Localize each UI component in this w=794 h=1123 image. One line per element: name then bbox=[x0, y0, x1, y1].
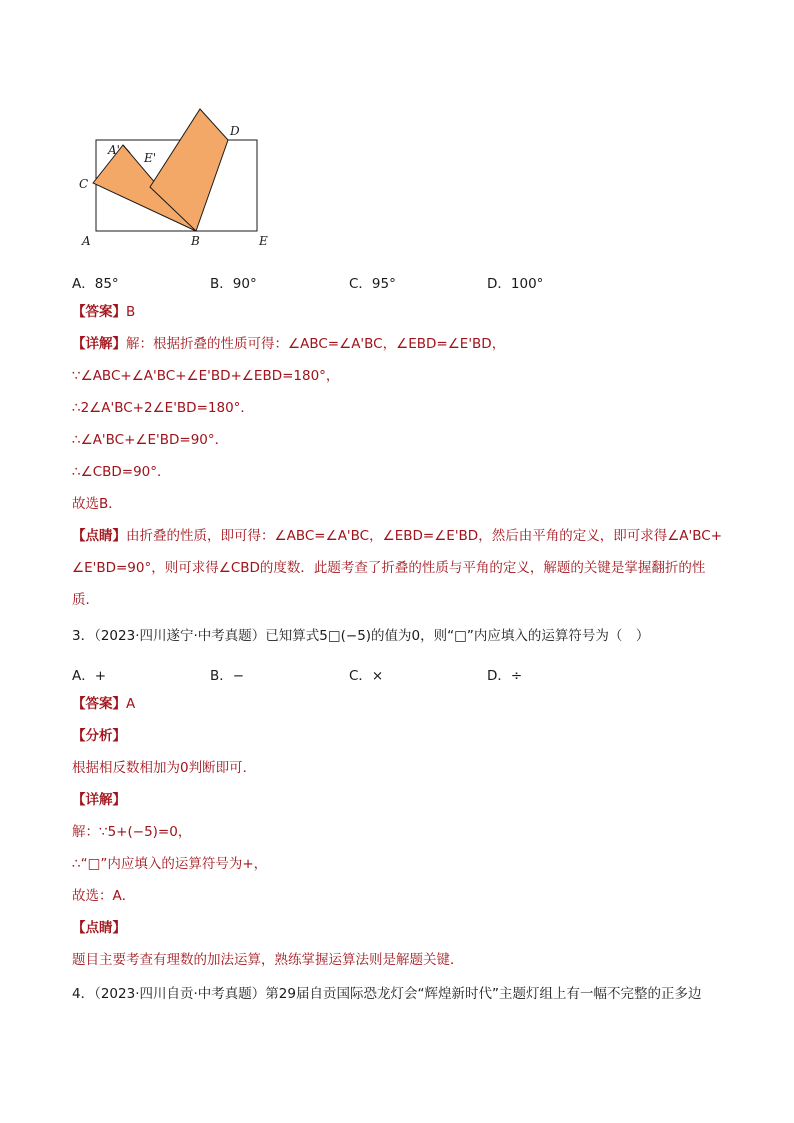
label-A: A bbox=[82, 234, 91, 248]
detail-text: 解：根据折叠的性质可得：∠ABC=∠A'BC，∠EBD=∠E'BD， bbox=[126, 336, 506, 352]
label-C: C bbox=[79, 177, 89, 191]
label-D: D bbox=[230, 124, 240, 138]
q2-detail-line: ∴2∠A'BC+2∠E'BD=180°． bbox=[72, 400, 254, 416]
q2-detail-line bbox=[72, 334, 505, 354]
q2-detail-line: 故选B． bbox=[72, 496, 122, 512]
q2-detail-line: ∴∠CBD=90°． bbox=[72, 464, 171, 480]
comment-tag: 【点睛】 bbox=[72, 920, 126, 936]
q3-analysis-tag bbox=[72, 726, 126, 746]
answer-tag: 【答案】 bbox=[72, 696, 126, 712]
option-c: C．× bbox=[349, 668, 384, 684]
label-B: B bbox=[191, 234, 200, 248]
label-E-prime: E' bbox=[144, 151, 157, 165]
q3-detail-line: 解：∵5+(−5)=0， bbox=[72, 824, 192, 840]
answer-value: B bbox=[126, 304, 136, 320]
q3-analysis-text: 根据相反数相加为0判断即可． bbox=[72, 760, 257, 776]
q2-comment-line: 质． bbox=[72, 592, 99, 608]
q3-detail-line: 故选：A． bbox=[72, 888, 136, 904]
q3-stem: 3．（2023·四川遂宁·中考真题）已知算式5□(−5)的值为0，则“□”内应填入的运算符号为（ ） bbox=[72, 628, 650, 644]
label-A-prime: A' bbox=[108, 143, 120, 157]
option-a: A．+ bbox=[72, 668, 107, 684]
q2-comment-line: ∠E'BD=90°，则可求得∠CBD的度数．此题考查了折叠的性质与平角的定义，解题的关键是掌握翻折的性 bbox=[72, 560, 706, 576]
option-c: C．95° bbox=[349, 276, 396, 292]
q3-detail-line: ∴“□”内应填入的运算符号为+， bbox=[72, 856, 268, 872]
option-d: D．÷ bbox=[487, 668, 523, 684]
q2-answer bbox=[72, 302, 135, 322]
q4-stem: 4．（2023·四川自贡·中考真题）第29届自贡国际恐龙灯会“辉煌新时代”主题灯组上有一幅不完整的正多边 bbox=[72, 986, 702, 1002]
folding-figure bbox=[76, 100, 286, 250]
q3-comment-text: 题目主要考查有理数的加法运算，熟练掌握运算法则是解题关键． bbox=[72, 952, 464, 968]
q2-comment-line bbox=[72, 526, 722, 546]
q2-detail-line: ∴∠A'BC+∠E'BD=90°． bbox=[72, 432, 229, 448]
option-b: B．90° bbox=[210, 276, 257, 292]
analysis-tag: 【分析】 bbox=[72, 728, 126, 744]
detail-tag: 【详解】 bbox=[72, 792, 126, 808]
answer-tag: 【答案】 bbox=[72, 304, 126, 320]
detail-tag: 【详解】 bbox=[72, 336, 126, 352]
answer-value: A bbox=[126, 696, 136, 712]
option-b: B．− bbox=[210, 668, 245, 684]
label-E: E bbox=[259, 234, 268, 248]
q2-detail-line: ∵∠ABC+∠A'BC+∠E'BD+∠EBD=180°， bbox=[72, 368, 340, 384]
q3-comment-tag bbox=[72, 918, 126, 938]
comment-tag: 【点睛】 bbox=[72, 528, 126, 544]
option-d: D．100° bbox=[487, 276, 544, 292]
comment-text: 由折叠的性质，即可得：∠ABC=∠A'BC，∠EBD=∠E'BD，然后由平角的定义，即可求得∠A'BC+ bbox=[126, 528, 723, 544]
q3-detail-tag bbox=[72, 790, 126, 810]
q3-answer bbox=[72, 694, 135, 714]
option-a: A．85° bbox=[72, 276, 119, 292]
